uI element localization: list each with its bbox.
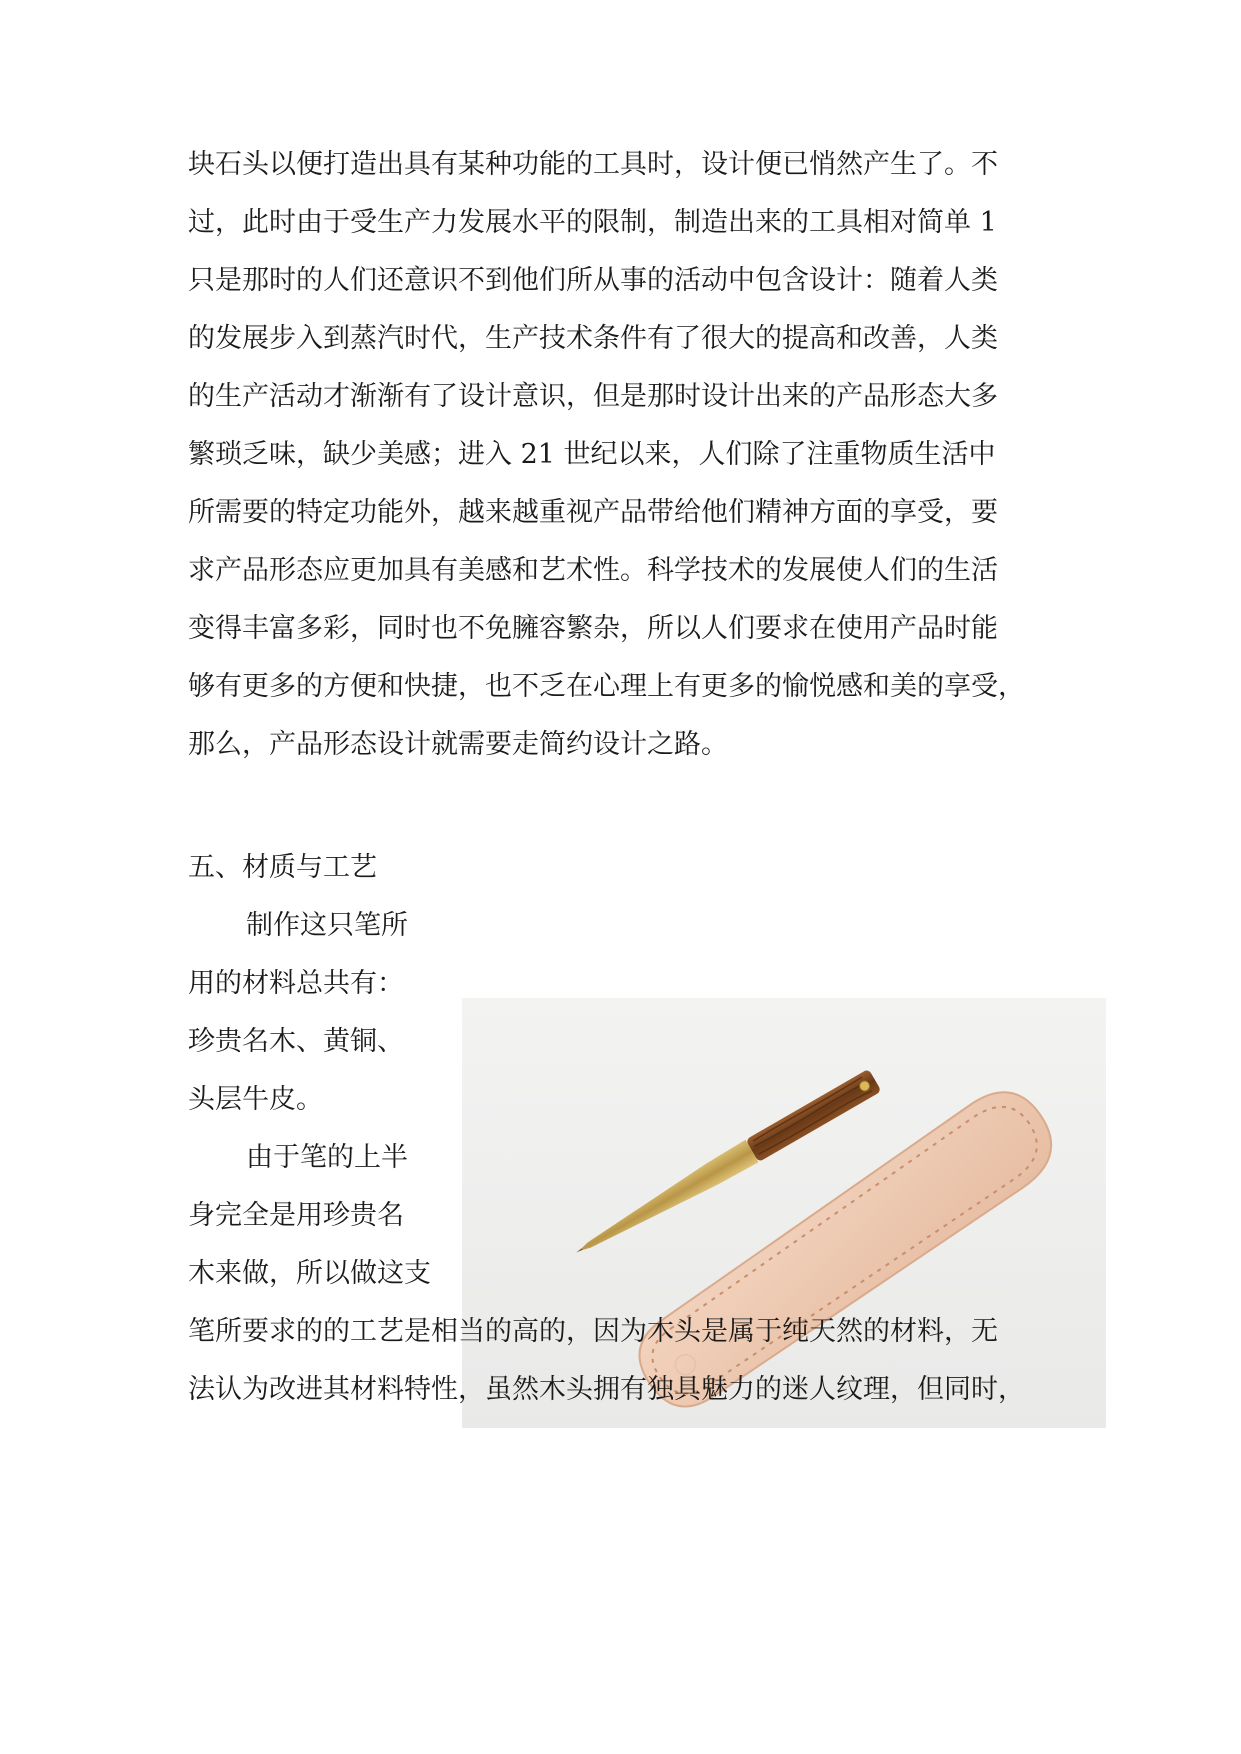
body-text-line: 过，此时由于受生产力发展水平的限制，制造出来的工具相对简单 1 (188, 207, 997, 238)
side-text-line: 木来做，所以做这支 (188, 1258, 431, 1289)
body-text-line: 的生产活动才渐渐有了设计意识，但是那时设计出来的产品形态大多 (188, 381, 998, 412)
pen-product-photo (462, 998, 1106, 1428)
side-text-line: 用的材料总共有： (188, 968, 404, 999)
body-text-line: 的发展步入到蒸汽时代，生产技术条件有了很大的提高和改善，人类 (188, 323, 998, 354)
body-text-line: 所需要的特定功能外，越来越重视产品带给他们精神方面的享受，要 (188, 497, 998, 528)
body-text-line: 只是那时的人们还意识不到他们所从事的活动中包含设计：随着人类 (188, 265, 998, 296)
side-text-line: 头层牛皮。 (188, 1084, 323, 1115)
body-text-line: 变得丰富多彩，同时也不免臃容繁杂，所以人们要求在使用产品时能 (188, 613, 998, 644)
body-text-line: 笔所要求的的工艺是相当的高的，因为木头是属于纯天然的材料，无 (188, 1316, 998, 1347)
body-text-line: 块石头以便打造出具有某种功能的工具时，设计便已悄然产生了。不 (188, 149, 998, 180)
body-text-line: 够有更多的方便和快捷，也不乏在心理上有更多的愉悦感和美的享受， (188, 671, 1025, 702)
side-text-line: 珍贵名木、黄铜、 (188, 1026, 404, 1057)
body-text-line: 繁琐乏味，缺少美感；进入 21 世纪以来，人们除了注重物质生活中 (188, 439, 996, 470)
side-text-line: 制作这只笔所 (246, 910, 408, 941)
section-heading: 五、材质与工艺 (188, 852, 377, 883)
body-text-line: 那么，产品形态设计就需要走简约设计之路。 (188, 729, 728, 760)
body-text-line: 法认为改进其材料特性，虽然木头拥有独具魅力的迷人纹理，但同时， (188, 1374, 1025, 1405)
side-text-line: 由于笔的上半 (246, 1142, 408, 1173)
side-text-line: 身完全是用珍贵名 (188, 1200, 404, 1231)
body-text-line: 求产品形态应更加具有美感和艺术性。科学技术的发展使人们的生活 (188, 555, 998, 586)
